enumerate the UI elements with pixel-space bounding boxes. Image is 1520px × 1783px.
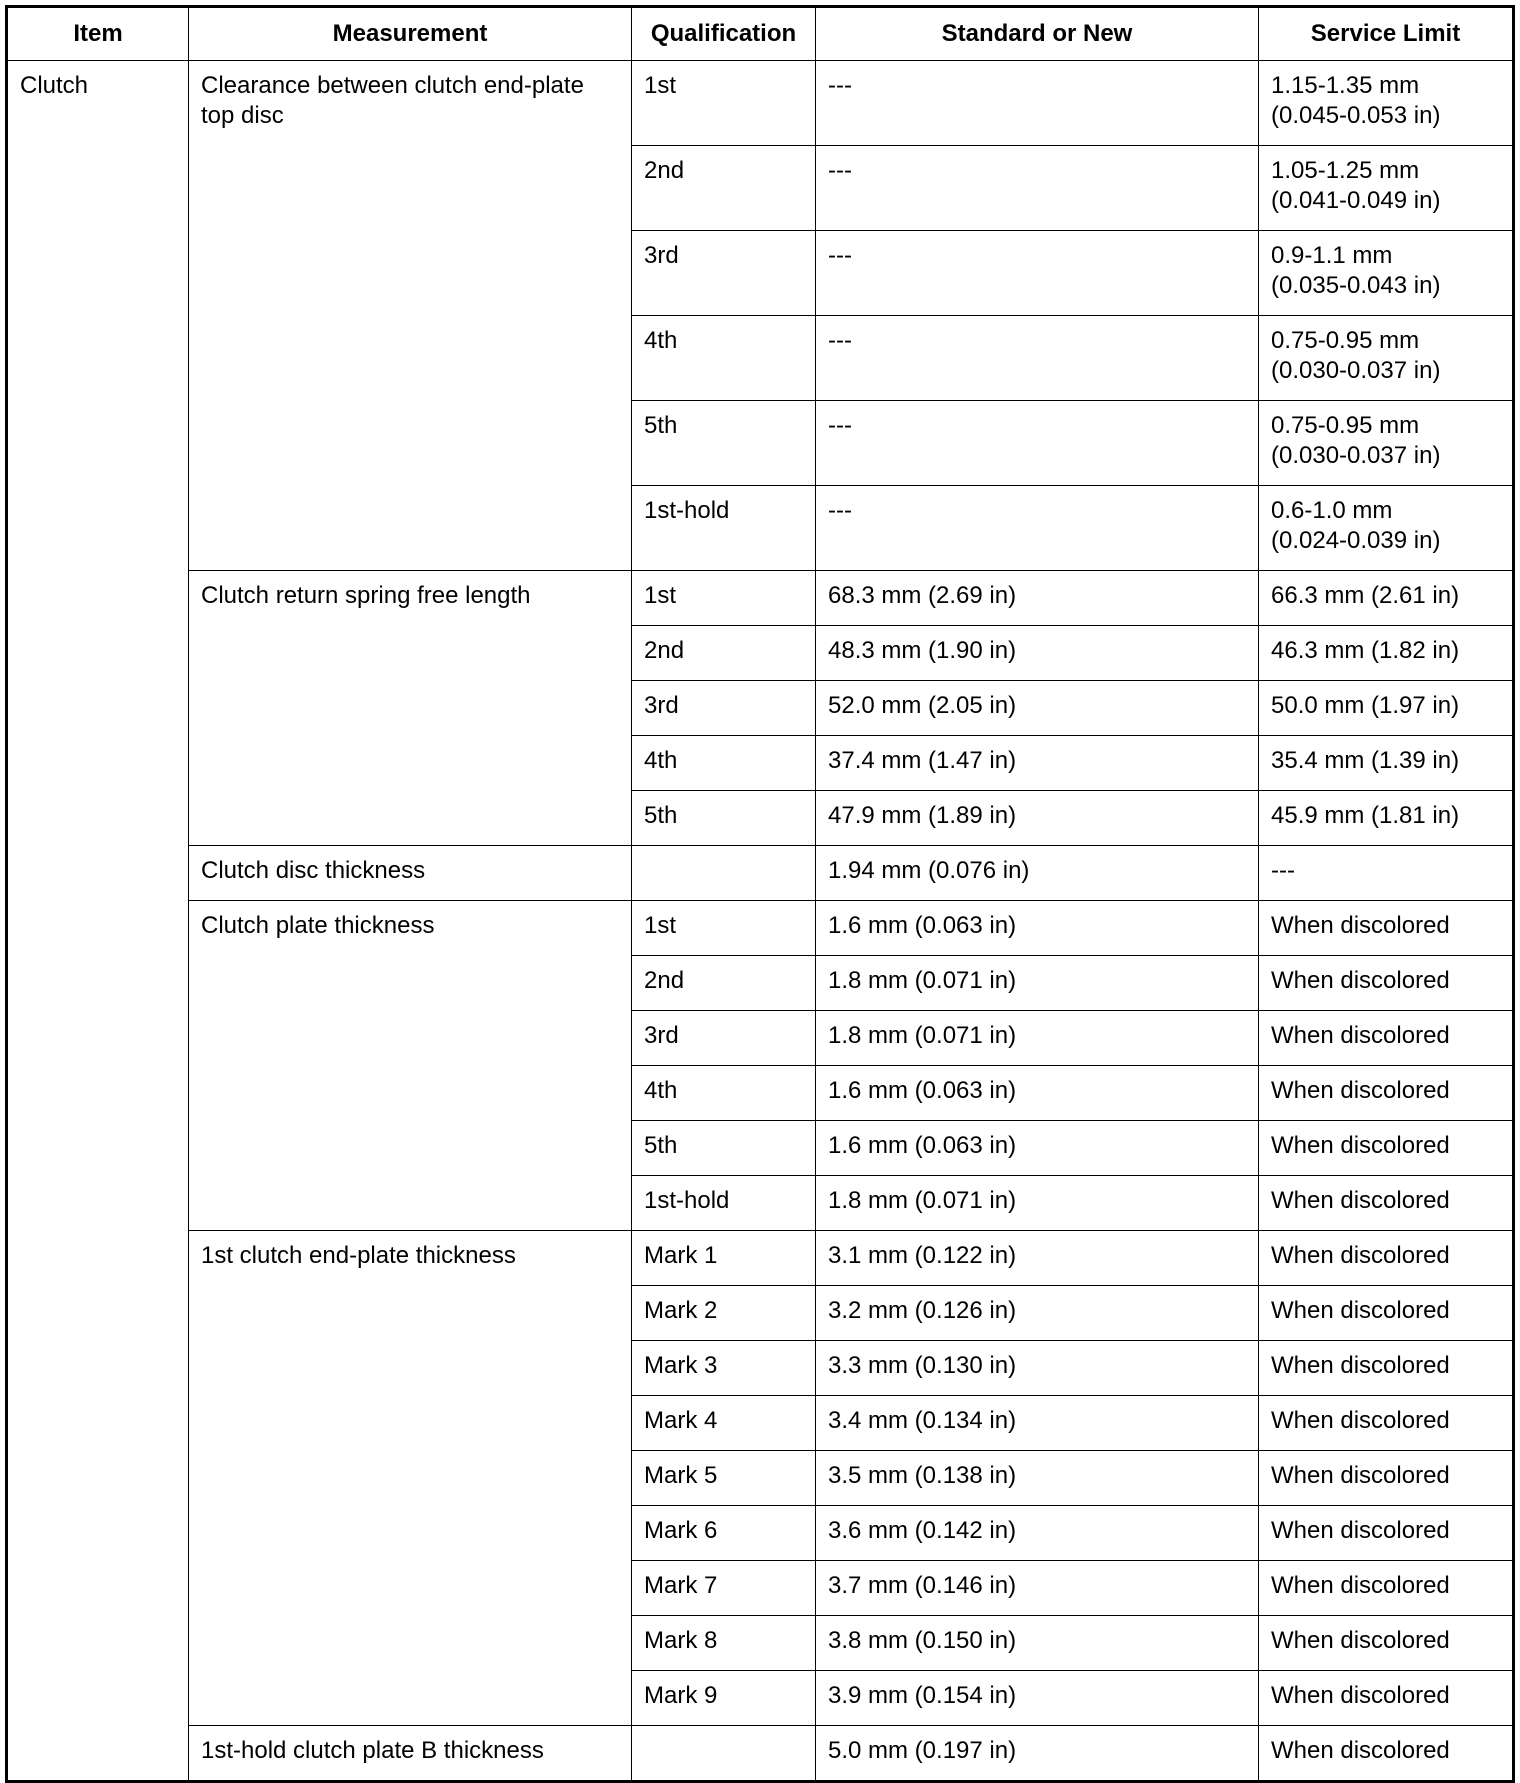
qualification-cell: Mark 5	[632, 1451, 816, 1506]
standard-cell: 5.0 mm (0.197 in)	[816, 1726, 1259, 1782]
service-limit-cell: When discolored	[1259, 1451, 1514, 1506]
header-standard: Standard or New	[816, 7, 1259, 61]
qualification-cell: Mark 2	[632, 1286, 816, 1341]
table-row	[7, 901, 1514, 956]
qualification-cell: Mark 4	[632, 1396, 816, 1451]
service-limit-cell: ---	[1259, 846, 1514, 901]
qualification-cell: Mark 1	[632, 1231, 816, 1286]
qualification-cell: 3rd	[632, 681, 816, 736]
qualification-cell: 4th	[632, 316, 816, 401]
qualification-cell: 1st	[632, 61, 816, 146]
measurement-cell: Clutch disc thickness	[189, 846, 632, 901]
standard-cell: 1.94 mm (0.076 in)	[816, 846, 1259, 901]
service-limit-cell: When discolored	[1259, 901, 1514, 956]
service-limit-cell: 0.75-0.95 mm (0.030-0.037 in)	[1259, 316, 1514, 401]
standard-cell: ---	[816, 316, 1259, 401]
qualification-cell: 4th	[632, 736, 816, 791]
standard-cell: 1.8 mm (0.071 in)	[816, 1176, 1259, 1231]
qualification-cell: 2nd	[632, 956, 816, 1011]
service-limit-cell: When discolored	[1259, 1066, 1514, 1121]
qualification-cell: Mark 8	[632, 1616, 816, 1671]
service-limit-cell: When discolored	[1259, 1341, 1514, 1396]
qualification-cell: Mark 7	[632, 1561, 816, 1616]
standard-cell: ---	[816, 231, 1259, 316]
service-limit-cell: 66.3 mm (2.61 in)	[1259, 571, 1514, 626]
qualification-cell	[632, 1726, 816, 1782]
standard-cell: 3.1 mm (0.122 in)	[816, 1231, 1259, 1286]
header-row	[7, 7, 1514, 61]
service-limit-cell: When discolored	[1259, 956, 1514, 1011]
standard-cell: 3.7 mm (0.146 in)	[816, 1561, 1259, 1616]
service-limit-cell: When discolored	[1259, 1616, 1514, 1671]
table-row	[7, 571, 1514, 626]
table-row	[7, 61, 1514, 146]
standard-cell: 3.9 mm (0.154 in)	[816, 1671, 1259, 1726]
service-limit-cell: When discolored	[1259, 1231, 1514, 1286]
qualification-cell: Mark 3	[632, 1341, 816, 1396]
service-limit-cell: 0.75-0.95 mm (0.030-0.037 in)	[1259, 401, 1514, 486]
measurement-cell: Clutch plate thickness	[189, 901, 632, 1231]
standard-cell: 1.8 mm (0.071 in)	[816, 1011, 1259, 1066]
standard-cell: 1.6 mm (0.063 in)	[816, 1121, 1259, 1176]
service-limit-cell: 0.6-1.0 mm (0.024-0.039 in)	[1259, 486, 1514, 571]
standard-cell: 48.3 mm (1.90 in)	[816, 626, 1259, 681]
standard-cell: 3.6 mm (0.142 in)	[816, 1506, 1259, 1561]
standard-cell: 3.2 mm (0.126 in)	[816, 1286, 1259, 1341]
standard-cell: ---	[816, 61, 1259, 146]
standard-cell: 37.4 mm (1.47 in)	[816, 736, 1259, 791]
measurement-cell: 1st clutch end-plate thickness	[189, 1231, 632, 1726]
qualification-cell: 5th	[632, 401, 816, 486]
qualification-cell: Mark 9	[632, 1671, 816, 1726]
header-item: Item	[7, 7, 189, 61]
measurement-cell: Clearance between clutch end-plate top disc	[189, 61, 632, 571]
table-header	[7, 7, 1514, 61]
qualification-cell: 4th	[632, 1066, 816, 1121]
standard-cell: ---	[816, 146, 1259, 231]
standard-cell: 3.3 mm (0.130 in)	[816, 1341, 1259, 1396]
qualification-cell: 1st-hold	[632, 1176, 816, 1231]
table-row	[7, 1726, 1514, 1782]
service-limit-cell: When discolored	[1259, 1121, 1514, 1176]
qualification-cell: 1st	[632, 571, 816, 626]
service-limit-cell: 50.0 mm (1.97 in)	[1259, 681, 1514, 736]
standard-cell: 3.4 mm (0.134 in)	[816, 1396, 1259, 1451]
measurement-cell: Clutch return spring free length	[189, 571, 632, 846]
item-cell: Clutch	[7, 61, 189, 1782]
qualification-cell: 2nd	[632, 146, 816, 231]
qualification-cell: 1st	[632, 901, 816, 956]
standard-cell: 68.3 mm (2.69 in)	[816, 571, 1259, 626]
standard-cell: 47.9 mm (1.89 in)	[816, 791, 1259, 846]
standard-cell: 1.8 mm (0.071 in)	[816, 956, 1259, 1011]
service-limit-cell: 35.4 mm (1.39 in)	[1259, 736, 1514, 791]
service-limit-cell: When discolored	[1259, 1286, 1514, 1341]
service-limit-cell: When discolored	[1259, 1506, 1514, 1561]
service-limit-cell: When discolored	[1259, 1671, 1514, 1726]
qualification-cell: 1st-hold	[632, 486, 816, 571]
standard-cell: 1.6 mm (0.063 in)	[816, 1066, 1259, 1121]
standard-cell: ---	[816, 486, 1259, 571]
spec-table	[5, 5, 1515, 1783]
service-limit-cell: When discolored	[1259, 1396, 1514, 1451]
header-qualification: Qualification	[632, 7, 816, 61]
header-measurement: Measurement	[189, 7, 632, 61]
service-limit-cell: 45.9 mm (1.81 in)	[1259, 791, 1514, 846]
table-row	[7, 1231, 1514, 1286]
qualification-cell: 3rd	[632, 1011, 816, 1066]
qualification-cell: 2nd	[632, 626, 816, 681]
qualification-cell	[632, 846, 816, 901]
service-limit-cell: When discolored	[1259, 1011, 1514, 1066]
standard-cell: ---	[816, 401, 1259, 486]
service-limit-cell: 1.15-1.35 mm (0.045-0.053 in)	[1259, 61, 1514, 146]
standard-cell: 3.8 mm (0.150 in)	[816, 1616, 1259, 1671]
standard-cell: 52.0 mm (2.05 in)	[816, 681, 1259, 736]
service-limit-cell: 46.3 mm (1.82 in)	[1259, 626, 1514, 681]
service-limit-cell: 1.05-1.25 mm (0.041-0.049 in)	[1259, 146, 1514, 231]
service-limit-cell: When discolored	[1259, 1561, 1514, 1616]
table-body	[7, 61, 1514, 1782]
service-limit-cell: 0.9-1.1 mm (0.035-0.043 in)	[1259, 231, 1514, 316]
standard-cell: 1.6 mm (0.063 in)	[816, 901, 1259, 956]
qualification-cell: 3rd	[632, 231, 816, 316]
table-row	[7, 846, 1514, 901]
qualification-cell: Mark 6	[632, 1506, 816, 1561]
service-limit-cell: When discolored	[1259, 1726, 1514, 1782]
service-limit-cell: When discolored	[1259, 1176, 1514, 1231]
qualification-cell: 5th	[632, 791, 816, 846]
qualification-cell: 5th	[632, 1121, 816, 1176]
standard-cell: 3.5 mm (0.138 in)	[816, 1451, 1259, 1506]
header-service-limit: Service Limit	[1259, 7, 1514, 61]
measurement-cell: 1st-hold clutch plate B thickness	[189, 1726, 632, 1782]
